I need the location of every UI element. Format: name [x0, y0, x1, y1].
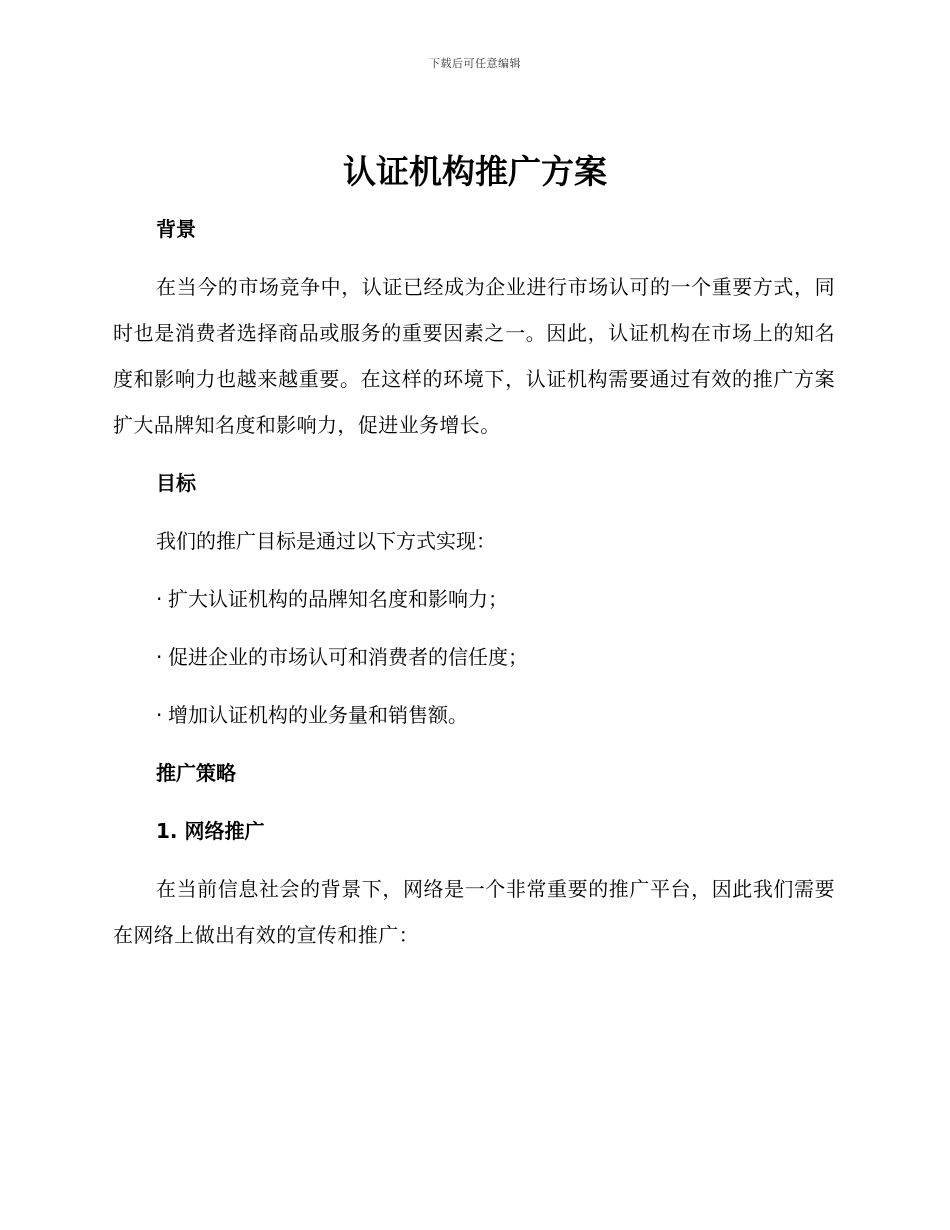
goals-intro: 我们的推广目标是通过以下方式实现：	[156, 529, 496, 553]
section-heading-background: 背景	[156, 217, 196, 241]
goal-list-item	[113, 576, 835, 622]
goal-list-item	[113, 634, 835, 680]
bullet-dot-icon: ·	[156, 703, 163, 727]
goal-list-item	[113, 692, 835, 738]
document-body	[113, 206, 835, 970]
document-title: 认证机构推广方案	[343, 152, 607, 191]
goal-item-text: 增加认证机构的业务量和销售额。	[168, 703, 468, 727]
subsection-heading-online-promotion: 1. 网络推广	[156, 819, 265, 843]
goal-item-text: 促进企业的市场认可和消费者的信任度；	[168, 645, 528, 669]
goal-item-text: 扩大认证机构的品牌知名度和影响力；	[168, 587, 508, 611]
bullet-dot-icon: ·	[156, 645, 163, 669]
header-note: 下载后可任意编辑	[429, 57, 521, 70]
online-promotion-paragraph: 在当前信息社会的背景下，网络是一个非常重要的推广平台，因此我们需要在网络上做出有效的宣传和推广：	[113, 877, 835, 947]
section-heading-strategy: 推广策略	[156, 761, 236, 785]
background-paragraph: 在当今的市场竞争中，认证已经成为企业进行市场认可的一个重要方式，同时也是消费者选择商品或服务的重要因素之一。因此，认证机构在市场上的知名度和影响力也越来越重要。在这样的环境下，认证机构需要通过有效的推广方案扩大品牌知名度和影响力，促进业务增长。	[113, 275, 835, 437]
section-heading-goals: 目标	[156, 471, 196, 495]
bullet-dot-icon: ·	[156, 587, 163, 611]
